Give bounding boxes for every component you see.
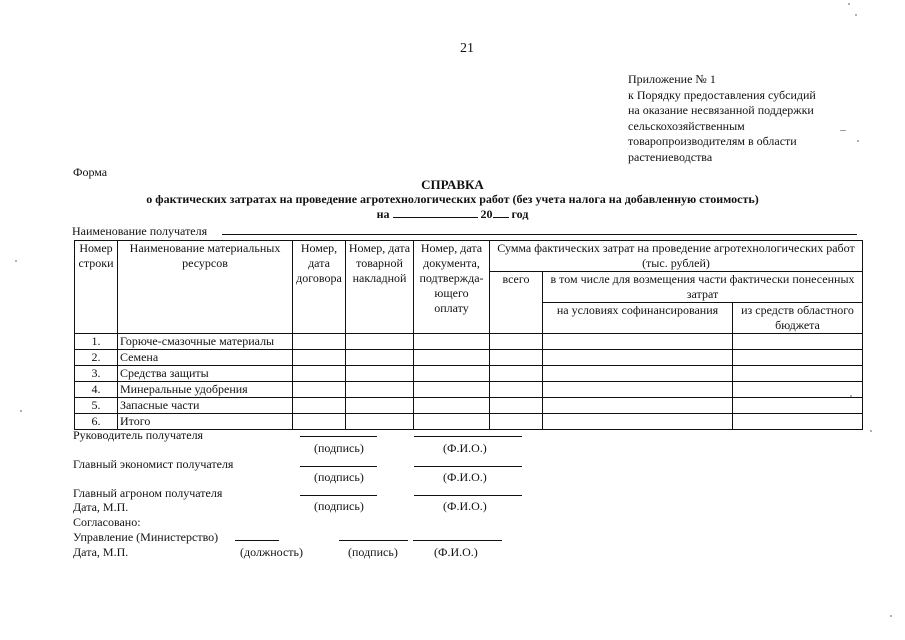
table-cell[interactable] — [490, 382, 543, 398]
table-cell[interactable] — [543, 366, 733, 382]
date-line — [0, 207, 905, 222]
table-row — [75, 398, 863, 414]
fio-caption: (Ф.И.О.) — [443, 499, 487, 513]
table-cell[interactable] — [293, 366, 346, 382]
signature-caption: (подпись) — [348, 545, 398, 559]
appendix-line: сельскохозяйственным — [628, 118, 745, 133]
table-cell[interactable] — [414, 334, 490, 350]
table-cell[interactable] — [346, 350, 414, 366]
table-cell[interactable] — [490, 366, 543, 382]
table-cell[interactable] — [293, 334, 346, 350]
head-fio-line[interactable] — [414, 436, 522, 437]
form-label: Форма — [73, 165, 108, 179]
document-subtitle: о фактических затратах на проведение агротехнологических работ (без учета налога на добавленную стоимость) — [146, 192, 759, 206]
table-cell[interactable] — [733, 334, 863, 350]
scan-speck — [870, 430, 872, 432]
ministry-label: Управление (Министерство) — [73, 530, 219, 544]
table-cell[interactable] — [293, 382, 346, 398]
table-cell[interactable] — [733, 366, 863, 382]
row-name: Горюче-смазочные материалы — [118, 334, 293, 350]
row-number: 6. — [75, 414, 118, 430]
fio-caption: (Ф.И.О.) — [434, 545, 478, 559]
appendix-line: Приложение № 1 — [628, 72, 716, 86]
table-cell[interactable] — [414, 382, 490, 398]
table-cell[interactable] — [733, 414, 863, 430]
signature-caption: (подпись) — [314, 470, 364, 484]
table-cell[interactable] — [490, 398, 543, 414]
ministry-position-line[interactable] — [235, 540, 279, 541]
costs-table — [74, 240, 863, 430]
table-cell[interactable] — [543, 382, 733, 398]
scan-speck — [890, 615, 892, 617]
header-regional: из средств областного бюджета — [733, 303, 863, 334]
table-cell[interactable] — [414, 350, 490, 366]
table-cell[interactable] — [346, 334, 414, 350]
row-name: Семена — [118, 350, 293, 366]
header-contract: Номер, дата договора — [293, 241, 346, 334]
row-number: 1. — [75, 334, 118, 350]
table-cell[interactable] — [543, 334, 733, 350]
ministry-fio-line[interactable] — [413, 540, 502, 541]
table-row — [75, 350, 863, 366]
table-cell[interactable] — [414, 366, 490, 382]
table-cell[interactable] — [293, 350, 346, 366]
table-cell[interactable] — [293, 398, 346, 414]
row-name: Запасные части — [118, 398, 293, 414]
table-cell[interactable] — [733, 382, 863, 398]
scan-speck — [848, 3, 850, 5]
recipient-field[interactable] — [222, 234, 857, 235]
header-incl-group: в том числе для возмещения части фактически понесенных затрат — [543, 272, 863, 303]
table-cell[interactable] — [293, 414, 346, 430]
date-blank[interactable] — [393, 207, 478, 218]
scan-speck — [857, 140, 859, 142]
row-number: 3. — [75, 366, 118, 382]
date-suffix: год — [511, 207, 529, 221]
row-name: Средства защиты — [118, 366, 293, 382]
scan-speck — [20, 410, 22, 412]
table-cell[interactable] — [346, 366, 414, 382]
agronomist-fio-line[interactable] — [414, 495, 522, 496]
table-row — [75, 334, 863, 350]
position-caption: (должность) — [240, 545, 303, 559]
header-cofinancing: на условиях софинансирования — [543, 303, 733, 334]
agreed-label: Согласовано: — [73, 515, 141, 529]
table-cell[interactable] — [543, 414, 733, 430]
appendix-line: растениеводства — [628, 149, 713, 164]
economist-fio-line[interactable] — [414, 466, 522, 467]
date-stamp-2-label: Дата, М.П. — [73, 545, 129, 559]
ministry-signature-line[interactable] — [339, 540, 408, 541]
header-payment-doc: Номер, дата документа, подтвержда-ющего оплату — [414, 241, 490, 334]
header-total: всего — [490, 272, 543, 334]
row-number: 2. — [75, 350, 118, 366]
header-sum-group: Сумма фактических затрат на проведение агротехнологических работ (тыс. рублей) — [490, 241, 863, 272]
table-cell[interactable] — [490, 334, 543, 350]
fio-caption: (Ф.И.О.) — [443, 441, 487, 455]
table-cell[interactable] — [543, 398, 733, 414]
appendix-note — [628, 72, 878, 166]
table-cell[interactable] — [414, 414, 490, 430]
header-row-number: Номер строки — [75, 241, 118, 334]
recipient-label: Наименование получателя — [72, 224, 208, 238]
agronomist-label: Главный агроном получателя — [73, 486, 223, 500]
table-cell[interactable] — [543, 350, 733, 366]
year-prefix: 20 — [480, 207, 493, 221]
row-name: Итого — [118, 414, 293, 430]
table-cell[interactable] — [490, 350, 543, 366]
row-number: 5. — [75, 398, 118, 414]
appendix-line: на оказание несвязанной поддержки — [628, 103, 814, 118]
fio-caption: (Ф.И.О.) — [443, 470, 487, 484]
header-invoice: Номер, дата товарной накладной — [346, 241, 414, 334]
head-label: Руководитель получателя — [73, 428, 204, 442]
economist-signature-line[interactable] — [300, 466, 377, 467]
appendix-line: к Порядку предоставления субсидий — [628, 87, 816, 102]
table-row — [75, 366, 863, 382]
signature-caption: (подпись) — [314, 499, 364, 513]
date-prefix: на — [376, 207, 390, 221]
agronomist-signature-line[interactable] — [300, 495, 377, 496]
table-cell[interactable] — [490, 414, 543, 430]
table-cell[interactable] — [733, 350, 863, 366]
page-number: 21 — [460, 41, 474, 56]
row-number: 4. — [75, 382, 118, 398]
header-resource-name: Наименование материальных ресурсов — [118, 241, 293, 334]
scan-speck — [855, 14, 857, 16]
row-name: Минеральные удобрения — [118, 382, 293, 398]
table-row — [75, 382, 863, 398]
scan-speck — [840, 130, 846, 131]
table-cell[interactable] — [346, 414, 414, 430]
signature-caption: (подпись) — [314, 441, 364, 455]
date-stamp-label: Дата, М.П. — [73, 500, 129, 514]
appendix-line: товаропроизводителям в области — [628, 134, 797, 149]
year-blank[interactable] — [493, 207, 509, 218]
table-cell[interactable] — [346, 382, 414, 398]
table-cell[interactable] — [733, 398, 863, 414]
economist-label: Главный экономист получателя — [73, 457, 234, 471]
table-cell[interactable] — [346, 398, 414, 414]
document-title: СПРАВКА — [421, 177, 484, 192]
head-signature-line[interactable] — [300, 436, 377, 437]
scan-speck — [850, 395, 852, 397]
scan-speck — [15, 260, 17, 262]
table-cell[interactable] — [414, 398, 490, 414]
